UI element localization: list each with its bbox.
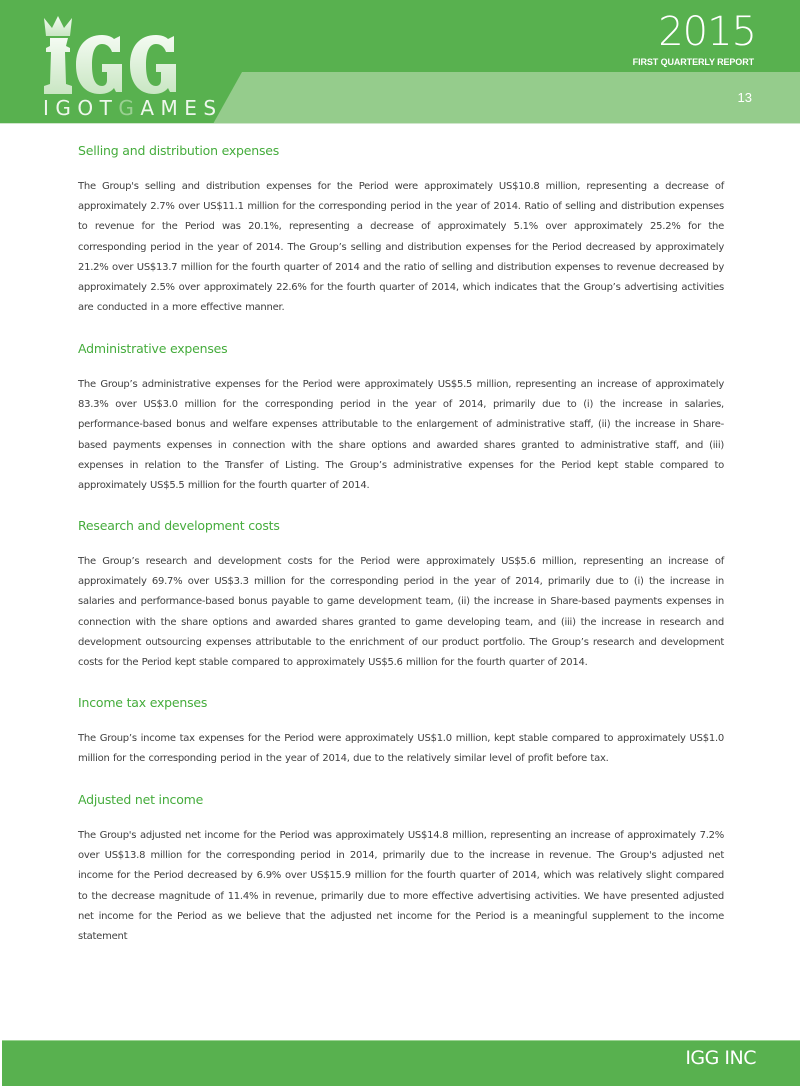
logo-tagline: IGOTGAMES (43, 96, 223, 120)
section-heading-adjusted-net-income: Adjusted net income (78, 792, 204, 807)
footer-company-name: IGG INC (685, 1047, 756, 1069)
page-footer (2, 1040, 800, 1086)
report-year: 2015 (658, 9, 756, 55)
section-heading-selling-distribution: Selling and distribution expenses (78, 143, 280, 158)
igg-logo (40, 12, 223, 122)
section-body-research-development: The Group’s research and development costs for the Period were approximately US$5.6 million, representing an increase of approximately 69.7% over US$3.3 million for the corresponding period in the year of 2014, primarily due to (i) the increase in salaries and performance-based bonus payable to game development team, (ii) the increase in Share-based payments expenses in connection with the share options and awarded shares granted to game developing team, and (iii) the increase in research and development outsourcing expenses attributable to the enrichment of our product portfolio. The Group’s research and development costs for the Period kept stable compared to approximately US$5.6 million for the fourth quarter of 2014. (78, 556, 724, 669)
page-header (0, 0, 800, 124)
section-body-income-tax: The Group’s income tax expenses for the Period were approximately US$1.0 million, kept stable compared to approximately US$1.0 million for the corresponding period in the year of 2014, due to the relatively similar level of profit before tax. (78, 733, 724, 765)
section-body-adjusted-net-income: The Group's adjusted net income for the Period was approximately US$14.8 million, representing an increase of approximately 7.2% over US$13.8 million for the corresponding period in 2014, primarily due to the increase in revenue. The Group's adjusted net income for the Period decreased by 6.9% over US$15.9 million for the fourth quarter of 2014, which was relatively slight compared to the decrease magnitude of 11.4% in revenue, primarily due to more effective advertising activities. We have presented adjusted net income for the Period as we believe that the adjusted net income for the Period is a meaningful supplement to the income statement (78, 830, 724, 943)
header-divider (0, 123, 800, 124)
page-number: 13 (737, 90, 752, 105)
section-heading-research-development: Research and development costs (78, 518, 280, 533)
section-body-selling-distribution: The Group's selling and distribution expenses for the Period were approximately US$10.8 million, representing a decrease of approximately 2.7% over US$11.1 million for the corresponding period in the year of 2014. Ratio of selling and distribution expenses to revenue for the Period was 20.1%, representing a decrease of approximately 5.1% over approximately 25.2% for the corresponding period in the year of 2014. The Group’s selling and distribution expenses for the Period decreased by approximately 21.2% over US$13.7 million for the fourth quarter of 2014 and the ratio of selling and distribution expenses to revenue decreased by approximately 2.5% over approximately 22.6% for the fourth quarter of 2014, which indicates that the Group’s advertising activities are conducted in a more effective manner. (78, 181, 724, 314)
section-heading-income-tax: Income tax expenses (78, 695, 208, 710)
section-body-administrative: The Group’s administrative expenses for the Period were approximately US$5.5 million, representing an increase of approximately 83.3% over US$3.0 million for the corresponding period in the year of 2014, primarily due to (i) the increase in salaries, performance-based bonus and welfare expenses attributable to the enlargement of administrative staff, (ii) the increase in Share-based payments expenses in connection with the share options and awarded shares granted to administrative staff, and (iii) expenses in relation to the Transfer of Listing. The Group’s administrative expenses for the Period kept stable compared to approximately US$5.5 million for the fourth quarter of 2014. (78, 379, 724, 492)
igg-crown-logo-icon (40, 12, 210, 96)
section-heading-administrative: Administrative expenses (78, 341, 228, 356)
report-title: FIRST QUARTERLY REPORT (632, 57, 754, 67)
